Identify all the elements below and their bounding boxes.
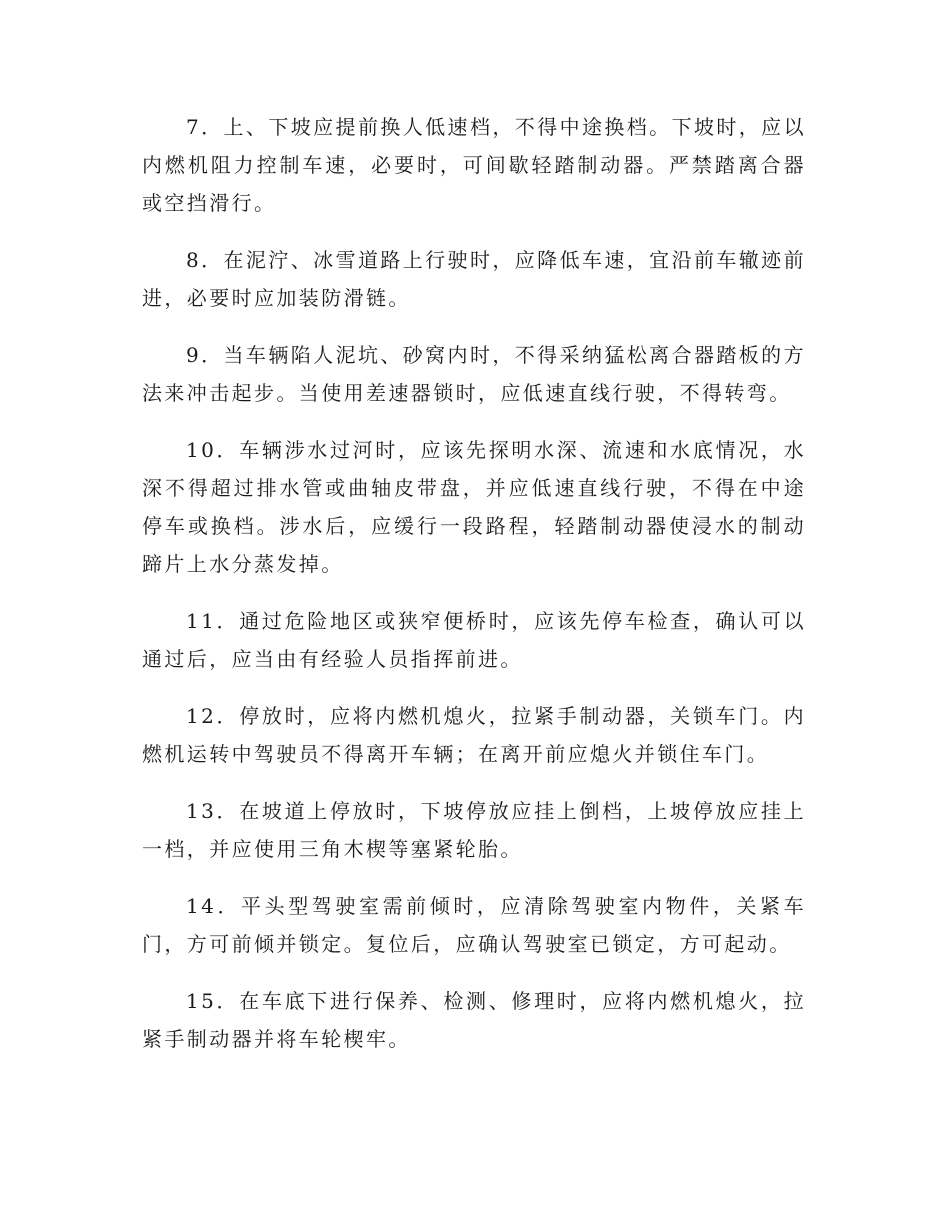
paragraph-item-12: 12．停放时，应将内燃机熄火，拉紧手制动器，关锁车门。内燃机运转中驾驶员不得离开车辆；在离开前应熄火并锁住车门。 [142,704,806,766]
paragraph-item-15: 15．在车底下进行保养、检测、修理时，应将内燃机熄火，拉紧手制动器并将车轮楔牢。 [142,989,806,1051]
paragraph-item-9: 9．当车辆陷人泥坑、砂窝内时，不得采纳猛松离合器踏板的方法来冲击起步。当使用差速器锁时，应低速直线行驶，不得转弯。 [142,343,806,405]
document-page [142,108,806,1077]
paragraph-item-11: 11．通过危险地区或狭窄便桥时，应该先停车检查，确认可以通过后，应当由有经验人员指挥前进。 [142,609,806,671]
paragraph-item-10: 10．车辆涉水过河时，应该先探明水深、流速和水底情况，水深不得超过排水管或曲轴皮带盘，并应低速直线行驶，不得在中途停车或换档。涉水后，应缓行一段路程，轻踏制动器使浸水的制动蹄片上水分蒸发掉。 [142,438,806,576]
paragraph-item-13: 13．在坡道上停放时，下坡停放应挂上倒档，上坡停放应挂上一档，并应使用三角木楔等塞紧轮胎。 [142,799,806,861]
paragraph-item-7: 7．上、下坡应提前换人低速档，不得中途换档。下坡时，应以内燃机阻力控制车速，必要时，可间歇轻踏制动器。严禁踏离合器或空挡滑行。 [142,115,806,215]
paragraph-item-14: 14．平头型驾驶室需前倾时，应清除驾驶室内物件，关紧车门，方可前倾并锁定。复位后，应确认驾驶室已锁定，方可起动。 [142,894,806,956]
paragraph-item-8: 8．在泥泞、冰雪道路上行驶时，应降低车速，宜沿前车辙迹前进，必要时应加装防滑链。 [142,248,806,310]
